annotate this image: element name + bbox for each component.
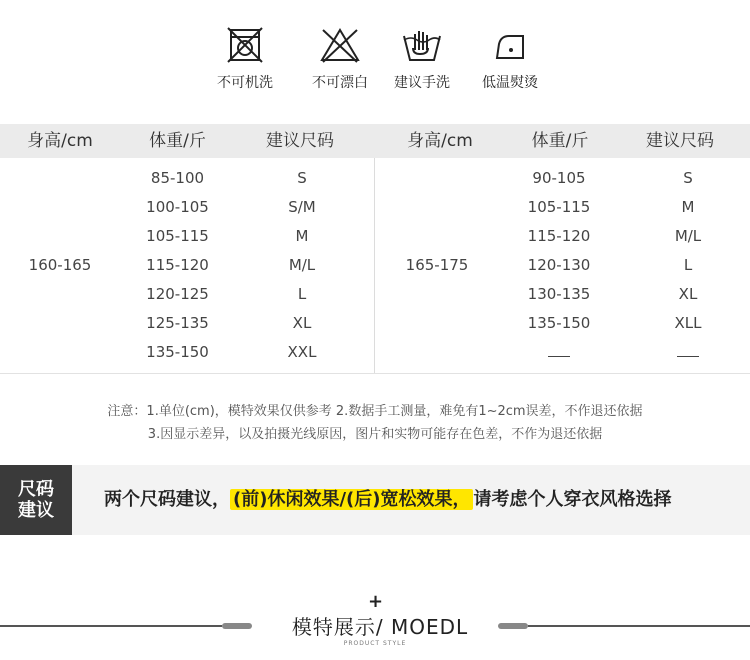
care-label: 不可漂白	[312, 75, 368, 91]
header-height: 身高/cm	[407, 131, 473, 151]
no-bleach-icon	[319, 26, 361, 64]
low-temp-iron-icon	[491, 26, 529, 64]
size-cell: S	[683, 169, 693, 187]
hand-wash-icon	[401, 26, 443, 64]
size-cell: M/L	[674, 227, 702, 245]
care-instructions	[0, 26, 750, 96]
title-rule-left	[0, 625, 222, 627]
section-subtitle: PRODUCT STYLE	[343, 640, 407, 647]
title-dot-right	[498, 623, 528, 629]
note-line-2: 3.因显示差异，以及拍摄光线原因，图片和实物可能存在色差，不作为退还依据	[147, 427, 603, 442]
weight-cell: 120-130	[527, 256, 591, 274]
weight-cell: 115-120	[527, 227, 591, 245]
size-cell: L	[683, 256, 693, 274]
weight-cell: 115-120	[146, 256, 209, 274]
weight-cell: 130-135	[527, 285, 591, 303]
header-weight: 体重/斤	[149, 131, 206, 151]
advice-text	[104, 487, 671, 513]
no-machine-wash-icon	[226, 26, 264, 64]
care-item-no-bleach	[295, 26, 385, 92]
title-rule-right	[528, 625, 750, 627]
advice-highlight: (前)休闲效果/(后)宽松效果，	[230, 489, 473, 510]
weight-cell: 135-150	[146, 343, 209, 361]
header-height: 身高/cm	[27, 131, 93, 151]
size-cell: S/M	[288, 198, 316, 216]
size-cell: XLL	[674, 314, 702, 332]
section-title: 模特展示/ MOEDL	[291, 615, 469, 639]
care-item-no-machine-wash	[200, 26, 290, 92]
weight-cell: 85-100	[150, 169, 205, 187]
care-item-low-temp-iron	[465, 26, 555, 92]
size-advice-banner	[0, 465, 750, 535]
title-dot-left	[222, 623, 252, 629]
size-cell: S	[297, 169, 307, 187]
advice-tag-line: 建议	[18, 500, 54, 521]
advice-text-before: 两个尺码建议，	[104, 489, 230, 510]
header-size: 建议尺码	[646, 131, 714, 151]
note-line-1: 注意：1.单位(cm)，模特效果仅供参考 2.数据手工测量，难免有1~2cm误差，不作退还依据	[107, 404, 643, 419]
size-table-header	[0, 124, 750, 158]
plus-mark: +	[368, 591, 384, 612]
care-item-hand-wash	[377, 26, 467, 92]
size-cell: M	[295, 227, 309, 245]
header-weight: 体重/斤	[531, 131, 589, 151]
size-cell: M/L	[288, 256, 316, 274]
weight-cell: 135-150	[527, 314, 591, 332]
weight-cell: 125-135	[146, 314, 209, 332]
header-size: 建议尺码	[266, 131, 334, 151]
empty-cell-dash	[628, 342, 748, 371]
care-label: 建议手洗	[394, 75, 450, 91]
size-cell: XXL	[287, 343, 317, 361]
weight-cell: 90-105	[532, 169, 586, 187]
advice-tag	[0, 465, 72, 535]
table-divider	[374, 158, 375, 373]
size-table	[0, 158, 750, 374]
size-cell: L	[297, 285, 307, 303]
empty-cell-dash	[499, 342, 619, 371]
size-cell: M	[681, 198, 695, 216]
height-cell: 165-175	[405, 256, 469, 274]
height-cell: 160-165	[28, 256, 92, 274]
advice-tag-line: 尺码	[18, 479, 54, 500]
weight-cell: 105-115	[527, 198, 591, 216]
care-label: 低温熨烫	[482, 75, 538, 91]
weight-cell: 120-125	[146, 285, 209, 303]
size-cell: XL	[678, 285, 698, 303]
weight-cell: 105-115	[146, 227, 209, 245]
care-label: 不可机洗	[217, 75, 273, 91]
size-cell: XL	[292, 314, 312, 332]
weight-cell: 100-105	[146, 198, 209, 216]
advice-text-after: 请考虑个人穿衣风格选择	[473, 489, 672, 510]
